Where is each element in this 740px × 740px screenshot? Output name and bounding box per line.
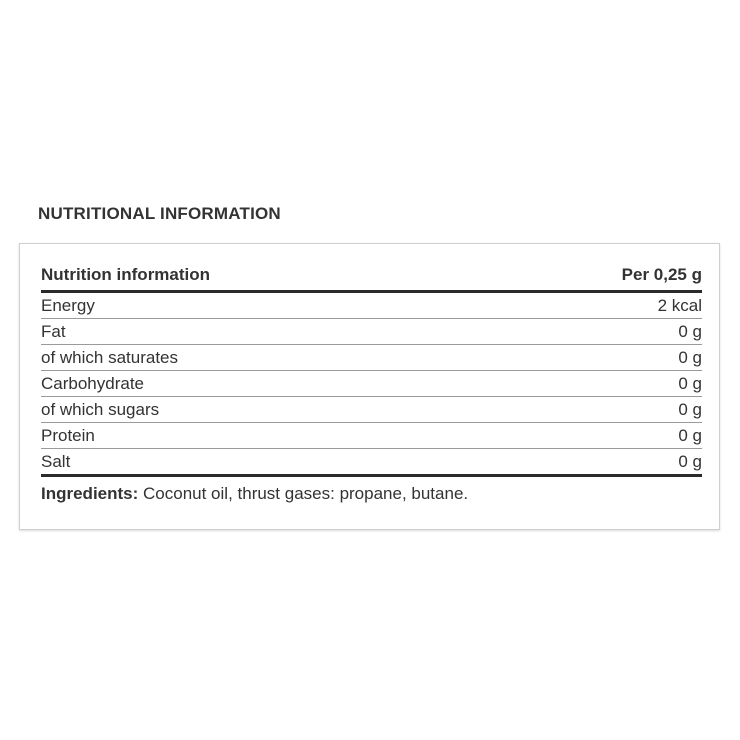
row-name: Protein <box>41 425 95 445</box>
row-value: 0 g <box>678 451 702 471</box>
table-row <box>41 345 702 371</box>
row-name: of which saturates <box>41 347 179 367</box>
nutrition-table <box>41 260 702 505</box>
table-row <box>41 449 702 477</box>
row-name: Carbohydrate <box>41 373 145 393</box>
row-value: 2 kcal <box>657 295 702 315</box>
ingredients-text: Coconut oil, thrust gases: propane, butane. <box>138 484 469 503</box>
nutrition-panel <box>19 243 720 530</box>
table-row <box>41 371 702 397</box>
row-value: 0 g <box>678 321 702 341</box>
table-row <box>41 397 702 423</box>
table-row <box>41 293 702 319</box>
ingredients <box>41 483 702 505</box>
row-name: of which sugars <box>41 399 160 419</box>
row-value: 0 g <box>678 399 702 419</box>
row-value: 0 g <box>678 347 702 367</box>
ingredients-label: Ingredients: <box>41 484 139 503</box>
table-row <box>41 423 702 449</box>
row-value: 0 g <box>678 425 702 445</box>
row-name: Energy <box>41 295 95 315</box>
row-name: Fat <box>41 321 66 341</box>
row-name: Salt <box>41 451 71 471</box>
section-title: NUTRITIONAL INFORMATION <box>38 204 281 223</box>
header-value: Per 0,25 g <box>621 265 702 284</box>
table-row <box>41 319 702 345</box>
header-label: Nutrition information <box>41 265 211 284</box>
row-value: 0 g <box>678 373 702 393</box>
table-header <box>41 260 702 293</box>
